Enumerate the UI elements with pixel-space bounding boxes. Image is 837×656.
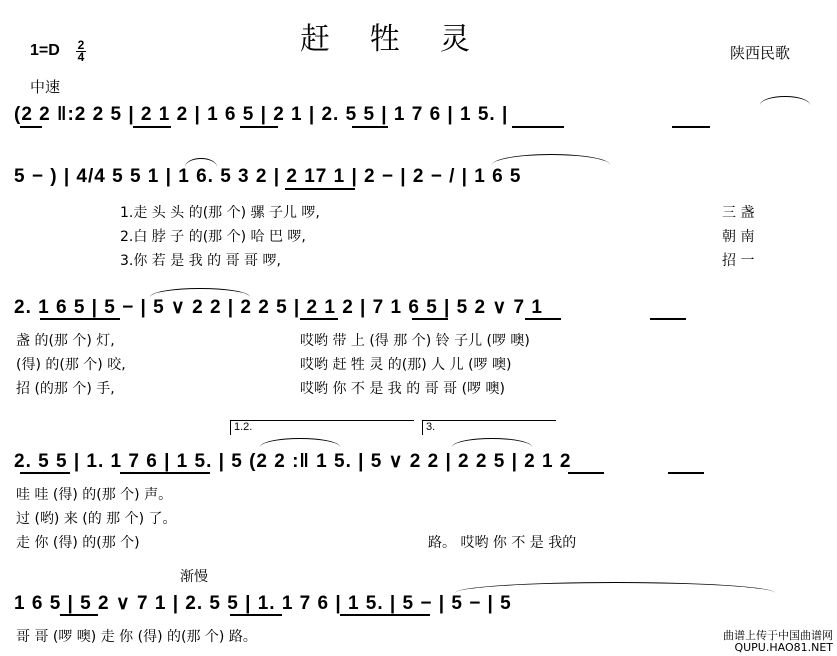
- beam: [568, 472, 604, 474]
- lyric-verse-final: 哥 哥 (啰 噢) 走 你 (得) 的(那 个) 路。: [16, 629, 257, 645]
- lyric-verse-3: 走 你 (得) 的(那 个): [16, 535, 140, 551]
- notation-line: 5 − ) | 4/4 5 5 1 | 1 6. 5 3 2 | 2 17 1 | 2 − | 2 − / | 1 6 5: [14, 166, 522, 187]
- beam: [240, 126, 278, 128]
- tempo-marking: 中速: [30, 78, 61, 96]
- beam: [650, 318, 686, 320]
- beam: [60, 614, 98, 616]
- beam: [512, 126, 564, 128]
- watermark-line-2: QUPU.HAO81.NET: [734, 641, 833, 654]
- tie-slur: [492, 154, 610, 165]
- lyric-verse-3-tail: 哎哟 你 不 是 我 的 哥 哥 (啰 噢): [300, 381, 505, 397]
- beam: [120, 472, 210, 474]
- watermark-line-1: 曲谱上传于中国曲谱网: [723, 629, 833, 642]
- lyric-verse-2: 过 (哟) 来 (的 那 个) 了。: [16, 511, 177, 527]
- beam: [668, 472, 704, 474]
- beam: [525, 318, 561, 320]
- score-system-4: [0, 420, 837, 550]
- tie-slur: [150, 288, 250, 297]
- lyric-verse-2-tail: 朝 南: [722, 229, 755, 245]
- lyric-verse-3: 招 (的那 个) 手,: [16, 381, 115, 397]
- tie-slur: [452, 438, 532, 447]
- beam: [672, 126, 710, 128]
- lyric-verse-3: 3.你 若 是 我 的 哥 哥 啰,: [120, 253, 281, 269]
- beam: [412, 318, 448, 320]
- score-system-3: [0, 288, 837, 398]
- notation-line: (2 2 ‖:2 2 5 | 2 1 2 | 1 6 5 | 2 1 | 2. 5 5 | 1 7 6 | 1 5. |: [14, 104, 509, 125]
- lyric-verse-1-tail: 三 盏: [722, 205, 755, 221]
- watermark: [723, 630, 833, 654]
- song-title: 赶牲灵: [300, 22, 510, 57]
- volta-bracket-1: 1.2.: [230, 420, 414, 435]
- lyric-verse-1-tail: 哎哟 带 上 (得 那 个) 铃 子儿 (啰 噢): [300, 333, 530, 349]
- lyric-verse-2: 2.白 脖 子 的(那 个) 哈 巴 啰,: [120, 229, 306, 245]
- beam: [352, 126, 388, 128]
- beam: [133, 126, 171, 128]
- score-system-5: [0, 566, 837, 656]
- lyric-verse-3-tail: 路。 哎哟 你 不 是 我的: [428, 535, 577, 551]
- beam: [20, 472, 70, 474]
- ritardando-marking: 渐慢: [180, 569, 208, 585]
- beam: [40, 318, 120, 320]
- notation-line: 1 6 5 | 5 2 ∨ 7 1 | 2. 5 5 | 1. 1 7 6 | 1 5. | 5 − | 5 − | 5: [14, 593, 512, 614]
- lyric-verse-2: (得) 的(那 个) 咬,: [16, 357, 126, 373]
- tie-slur: [455, 582, 775, 593]
- beam: [230, 614, 282, 616]
- lyric-verse-3-tail: 招 一: [722, 253, 755, 269]
- tie-slur: [760, 96, 810, 105]
- volta-bracket-2: 3.: [422, 420, 556, 435]
- key-signature: 1=D: [30, 42, 60, 59]
- lyric-verse-1: 盏 的(那 个) 灯,: [16, 333, 115, 349]
- beam: [285, 188, 355, 190]
- song-source: 陕西民歌: [730, 44, 791, 62]
- notation-line: 2. 1 6 5 | 5 − | 5 ∨ 2 2 | 2 2 5 | 2 1 2 | 7 1 6 5 | 5 2 ∨ 7 1: [14, 297, 543, 318]
- score-system-2: [0, 158, 837, 268]
- beam: [340, 614, 430, 616]
- time-bottom: 4: [77, 50, 85, 64]
- score-system-1: [0, 96, 837, 136]
- lyric-verse-2-tail: 哎哟 赶 牲 灵 的(那) 人 儿 (啰 噢): [300, 357, 512, 373]
- beam: [300, 318, 338, 320]
- notation-line: 2. 5 5 | 1. 1 7 6 | 1 5. | 5 (2 2 :‖ 1 5. | 5 ∨ 2 2 | 2 2 5 | 2 1 2: [14, 451, 572, 472]
- time-signature: [76, 40, 86, 63]
- lyric-verse-1: 哇 哇 (得) 的(那 个) 声。: [16, 487, 173, 503]
- time-top: 2: [77, 38, 85, 52]
- tie-slur: [260, 438, 340, 447]
- beam: [20, 126, 42, 128]
- tie-slur: [185, 158, 217, 167]
- lyric-verse-1: 1.走 头 头 的(那 个) 骡 子儿 啰,: [120, 205, 320, 221]
